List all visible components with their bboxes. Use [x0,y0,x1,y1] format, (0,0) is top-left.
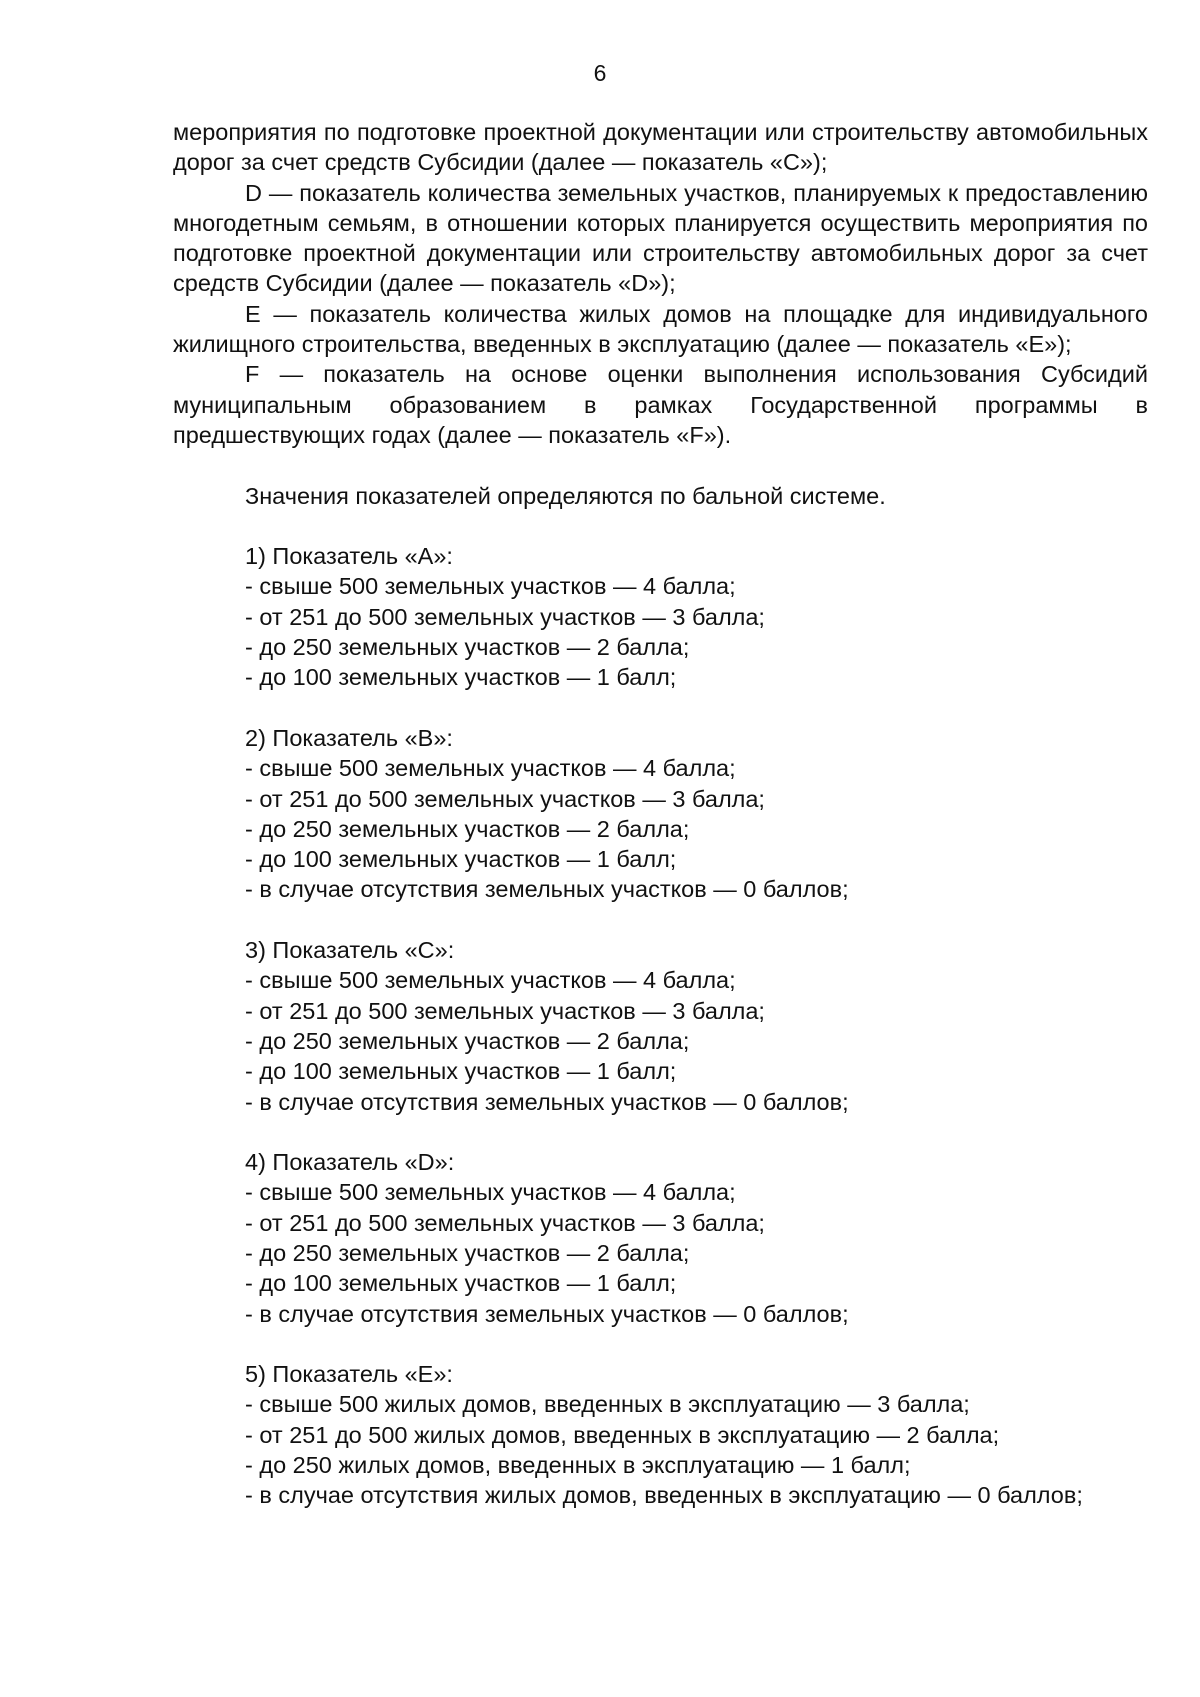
list-item: - от 251 до 500 жилых домов, введенных в эксплуатацию — 2 балла; [245,1421,1000,1448]
indicator-d-title: 4) Показатель «D»: [245,1149,455,1176]
page-number: 6 [593,60,607,86]
list-item: - до 250 земельных участков — 2 балла; [245,634,690,661]
spacer [173,450,1148,480]
indicator-e-section [173,1359,1148,1510]
spacer [173,1329,1148,1359]
paragraph-f: F — показатель на основе оценки выполнения использования Субсидий муниципальным образованием в рамках Государственной программы в предшествующих годах (далее — показатель «F»). [173,361,1148,448]
list-item: - до 250 земельных участков — 2 балла; [245,815,690,842]
indicator-c-title: 3) Показатель «C»: [245,937,455,964]
list-item: - свыше 500 земельных участков — 4 балла; [245,967,736,994]
spacer [173,511,1148,541]
spacer [173,1117,1148,1147]
list-item: - свыше 500 земельных участков — 4 балла; [245,755,736,782]
indicator-a-section [173,541,1148,692]
list-item: - от 251 до 500 земельных участков — 3 балла; [245,997,765,1024]
document-body [173,117,1148,1511]
spacer [173,905,1148,935]
list-item: - свыше 500 жилых домов, введенных в эксплуатацию — 3 балла; [245,1391,970,1418]
paragraph-c-continued: мероприятия по подготовке проектной документации или строительству автомобильных дорог за счет средств Субсидии (далее — показатель «C»); [173,119,1148,176]
scoring-intro: Значения показателей определяются по бальной системе. [245,482,886,509]
list-item: - до 250 жилых домов, введенных в эксплуатацию — 1 балл; [245,1452,911,1479]
list-item: - в случае отсутствия жилых домов, введенных в эксплуатацию — 0 баллов; [245,1482,1083,1509]
spacer [173,693,1148,723]
list-item: - до 100 земельных участков — 1 балл; [245,664,677,691]
list-item: - свыше 500 земельных участков — 4 балла; [245,573,736,600]
list-item: - в случае отсутствия земельных участков — 0 баллов; [245,876,849,903]
list-item: - до 250 земельных участков — 2 балла; [245,1239,690,1266]
paragraph-d: D — показатель количества земельных участков, планируемых к предоставлению многодетным семьям, в отношении которых планируется осуществить мероприятия по подготовке проектной документации или строительству автомобильных дорог за счет средств Субсидии (далее — показатель «D»); [173,179,1148,297]
list-item: - до 100 земельных участков — 1 балл; [245,846,677,873]
paragraph-e: E — показатель количества жилых домов на площадке для индивидуального жилищного строительства, введенных в эксплуатацию (далее — показатель «E»); [173,300,1148,358]
indicator-b-title: 2) Показатель «B»: [245,724,453,751]
indicator-d-section [173,1147,1148,1329]
indicator-e-title: 5) Показатель «E»: [245,1361,453,1388]
list-item: - свыше 500 земельных участков — 4 балла; [245,1179,736,1206]
indicator-c-section [173,935,1148,1117]
list-item: - от 251 до 500 земельных участков — 3 балла; [245,603,765,630]
indicator-b-section [173,723,1148,905]
indicator-a-title: 1) Показатель «A»: [245,543,453,570]
list-item: - в случае отсутствия земельных участков — 0 баллов; [245,1088,849,1115]
list-item: - от 251 до 500 земельных участков — 3 балла; [245,785,765,812]
list-item: - до 250 земельных участков — 2 балла; [245,1027,690,1054]
list-item: - до 100 земельных участков — 1 балл; [245,1058,677,1085]
list-item: - до 100 земельных участков — 1 балл; [245,1270,677,1297]
list-item: - от 251 до 500 земельных участков — 3 балла; [245,1209,765,1236]
list-item: - в случае отсутствия земельных участков — 0 баллов; [245,1300,849,1327]
